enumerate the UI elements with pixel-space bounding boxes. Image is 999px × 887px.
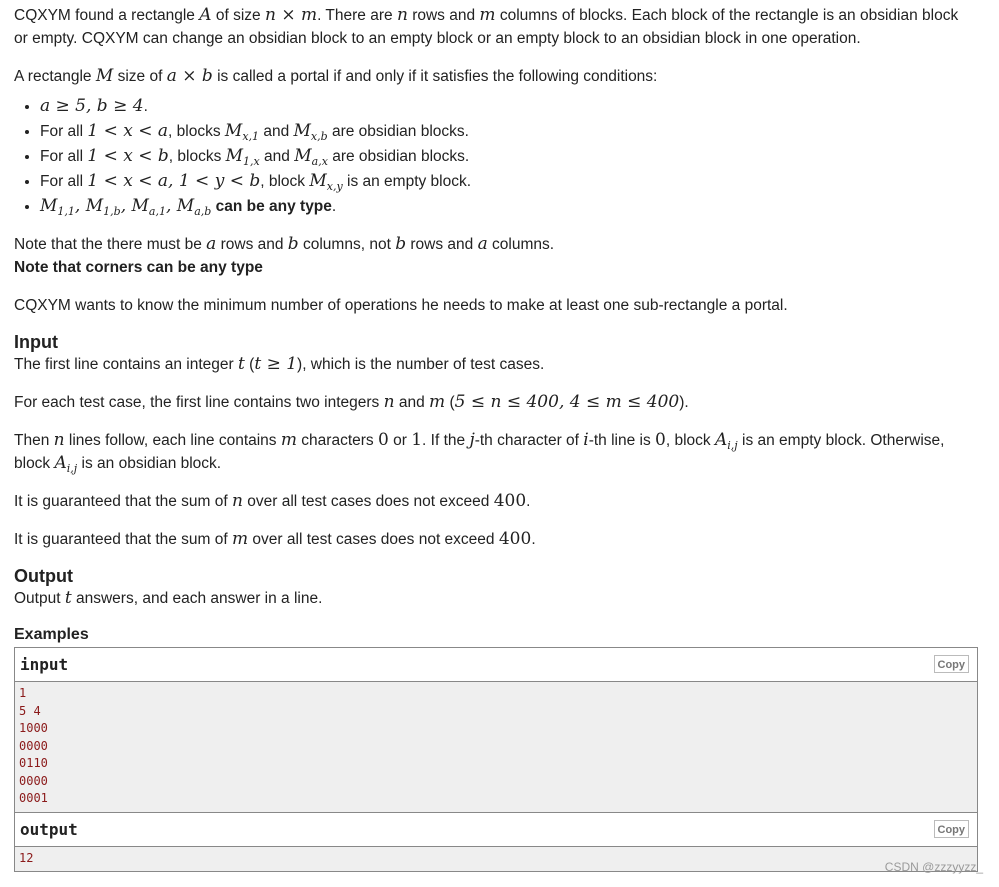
example-line: 12 <box>19 850 34 865</box>
example-line: 1000 <box>19 721 48 735</box>
example-input-label: input <box>20 655 69 674</box>
output-line-1: Output t answers, and each answer in a line. <box>14 588 323 608</box>
input-heading: Input <box>14 332 58 352</box>
example-line: 5 4 <box>19 703 41 718</box>
example-output-header <box>15 813 977 847</box>
problem-statement <box>14 4 980 872</box>
example-input-content[interactable] <box>15 682 977 813</box>
example-box <box>14 647 978 872</box>
output-heading: Output <box>14 566 73 586</box>
condition-rows: • For all 1 < x < a, blocks $M_{x,1}$ and $M_{x,b}$ are obsidian blocks. <box>40 119 980 144</box>
input-section <box>14 331 980 551</box>
example-output-content[interactable] <box>15 847 977 872</box>
note-rows-columns: Note that the there must be a rows and b columns, not b rows and a columns. <box>14 234 555 254</box>
copy-output-button[interactable]: Copy <box>934 820 970 838</box>
example-line: 0001 <box>19 791 48 805</box>
input-line-1: The first line contains an integer t (t ≥ 1), which is the number of test cases. <box>14 354 545 374</box>
portal-conditions <box>14 94 980 219</box>
condition-inside: • For all 1 < x < a, 1 < y < b, block $M_{x,y}$ is an empty block. <box>40 169 980 194</box>
note-corners: Note that corners can be any type <box>14 259 263 276</box>
input-line-5: It is guaranteed that the sum of m over all test cases does not exceed 400. <box>14 529 536 549</box>
csdn-watermark: CSDN @zzzyyzz_ <box>884 860 983 874</box>
example-line: 0110 <box>19 756 48 770</box>
example-line: 0000 <box>19 738 48 753</box>
examples-title: Examples <box>14 626 89 643</box>
example-line: 1 <box>19 686 27 700</box>
input-line-4: It is guaranteed that the sum of n over all test cases does not exceed 400. <box>14 491 531 511</box>
condition-cols: • For all 1 < x < b, blocks $M_{1,x}$ and $M_{a,x}$ are obsidian blocks. <box>40 144 980 169</box>
example-line: 0000 <box>19 773 48 788</box>
copy-input-button[interactable]: Copy <box>934 655 970 673</box>
input-line-2: For each test case, the first line contains two integers n and m (5 ≤ n ≤ 400, 4 ≤ m ≤ 400). <box>14 392 689 412</box>
example-input-header <box>15 648 977 682</box>
goal-paragraph: CQXYM wants to know the minimum number of operations he needs to make at least one sub-rectangle a portal. <box>14 297 788 314</box>
condition-size: • a ≥ 5, b ≥ 4. <box>40 94 980 119</box>
portal-definition: A rectangle M size of a × b is called a portal if and only if it satisfies the following conditions: <box>14 66 658 86</box>
input-line-3: Then n lines follow, each line contains m characters 0 or 1. If the j-th character of i-th line is 0, block $A_{i,j}$ is an empty block. Otherwise, block $A_{i,j}$ is an obsidian block. <box>14 430 945 475</box>
example-output-label: output <box>20 819 78 839</box>
intro-paragraph: CQXYM found a rectangle A of size n × m. There are n rows and m columns of blocks. Each block of the rectangle is an obsidian block or empty. CQXYM can change an obsidian block to an empty block or an empty block to an obsidian block in one operation. <box>14 5 959 47</box>
output-section <box>14 565 980 610</box>
condition-corners: • $M_{1,1}$, $M_{1,b}$, $M_{a,1}$, $M_{a,b}$ can be any type. <box>40 194 980 219</box>
